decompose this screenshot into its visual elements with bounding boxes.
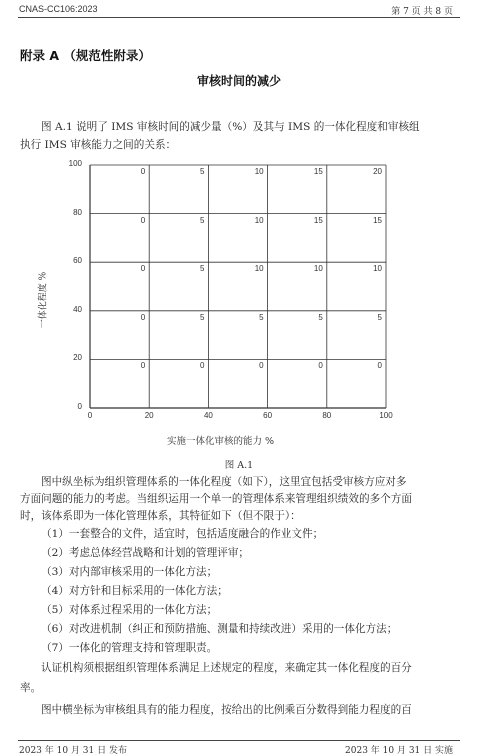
cell-value: 0 <box>259 361 264 371</box>
y-tick-label: 60 <box>73 256 82 266</box>
publish-date: 2023 年 10 月 31 日 发布 <box>19 746 127 756</box>
cell-value: 5 <box>199 215 205 225</box>
footer-rule <box>18 740 460 741</box>
cell-value: 10 <box>313 264 323 274</box>
body-para1-line-3: 时，该体系即为一体化管理体系，其特征如下（但不限于）： <box>20 510 301 522</box>
cell-value: 15 <box>373 215 382 225</box>
cell-value: 10 <box>254 264 264 274</box>
cell-value: 5 <box>199 312 205 322</box>
y-tick-label: 40 <box>73 304 82 314</box>
x-tick-label: 100 <box>379 411 393 420</box>
y-tick-label: 80 <box>73 207 82 217</box>
annex-title: 审核时间的减少 <box>196 74 281 88</box>
chart-y-axis-label: 一体化程度 % <box>38 271 49 329</box>
cell-value: 0 <box>140 167 146 176</box>
cell-value: 5 <box>199 264 205 274</box>
cell-value: 0 <box>377 361 382 371</box>
page-info: 第 7 页 共 8 页 <box>391 7 453 17</box>
body-para1-line-1: 图中纵坐标为组织管理体系的一体化程度（如下），这里宜包括受审核方应对多 <box>41 476 407 488</box>
cell-value: 15 <box>313 215 323 225</box>
list-item-6: （6）对改进机制（纠正和预防措施、测量和持续改进）采用的一体化方法； <box>41 623 398 635</box>
intro-line-1: 图 A.1 说明了 IMS 审核时间的减少量（%）及其与 IMS 的一体化程度和审核组 <box>41 121 420 133</box>
body-para2-line-1: 认证机构须根据组织管理体系满足上述规定的程度，来确定其一体化程度的百分 <box>41 662 412 674</box>
x-tick-label: 40 <box>203 411 213 420</box>
annex-heading: 附录 A （规范性附录） <box>20 48 151 63</box>
header-rule <box>18 17 460 18</box>
list-item-3: （3）对内部审核采用的一体化方法； <box>41 566 218 578</box>
cell-value: 0 <box>140 312 146 322</box>
chart-grid <box>38 155 408 420</box>
y-tick-label: 100 <box>68 159 82 168</box>
cell-value: 20 <box>373 167 382 176</box>
cell-value: 5 <box>259 312 264 322</box>
x-tick-label: 80 <box>322 411 332 420</box>
cell-value: 10 <box>373 264 382 274</box>
doc-code: CNAS-CC106:2023 <box>19 4 98 14</box>
cell-value: 15 <box>313 167 323 176</box>
cell-value: 10 <box>254 167 264 176</box>
x-tick-label: 0 <box>87 411 93 420</box>
intro-line-2: 执行 IMS 审核能力之间的关系： <box>20 139 177 151</box>
figure-a1-chart <box>38 155 408 420</box>
body-para1-line-2: 方面问题的能力的考虑。当组织运用一个单一的管理体系来管理组织绩效的多个方面 <box>20 493 412 505</box>
cell-value: 0 <box>199 361 205 371</box>
list-item-2: （2）考虑总体经营战略和计划的管理评审； <box>41 547 250 559</box>
x-tick-label: 60 <box>263 411 273 420</box>
cell-value: 5 <box>199 167 205 176</box>
x-tick-label: 20 <box>144 411 154 420</box>
cell-value: 0 <box>140 215 146 225</box>
list-item-7: （7）一体化的管理支持和管理职责。 <box>41 642 218 654</box>
list-item-1: （1）一套整合的文件，适宜时，包括适度融合的作业文件； <box>41 528 324 540</box>
list-item-4: （4）对方针和目标采用的一体化方法； <box>41 585 228 597</box>
cell-value: 5 <box>318 312 323 322</box>
chart-x-axis-label: 实施一体化审核的能力 % <box>167 436 275 447</box>
figure-caption: 图 A.1 <box>224 460 254 471</box>
cell-value: 0 <box>140 264 146 274</box>
cell-value: 0 <box>140 361 146 371</box>
cell-value: 0 <box>318 361 323 371</box>
y-tick-label: 20 <box>73 353 82 363</box>
body-para2-line-2: 率。 <box>20 682 42 694</box>
body-para3-line-1: 图中横坐标为审核组具有的能力程度，按给出的比例乘百分数得到能力程度的百 <box>41 704 412 716</box>
implement-date: 2023 年 10 月 31 日 实施 <box>345 746 453 756</box>
cell-value: 10 <box>254 215 264 225</box>
list-item-5: （5）对体系过程采用的一体化方法； <box>41 604 218 616</box>
cell-value: 5 <box>377 312 382 322</box>
y-tick-label: 0 <box>77 402 82 411</box>
